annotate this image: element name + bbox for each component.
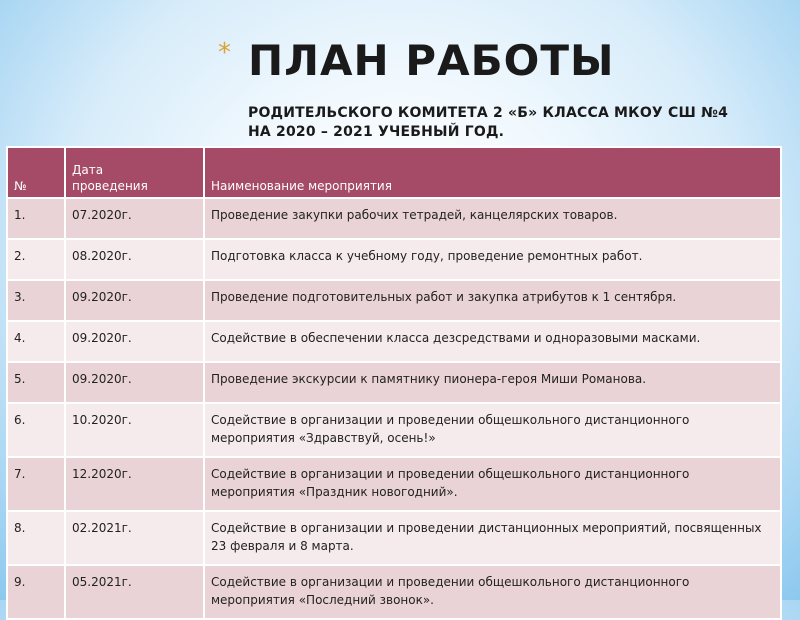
cell-date: 09.2020г. <box>65 362 204 403</box>
table-header-row <box>7 147 781 198</box>
cell-date: 05.2021г. <box>65 565 204 619</box>
column-header-date-line-2: проведения <box>72 179 148 193</box>
table-row <box>7 511 781 565</box>
cell-event: Проведение подготовительных работ и закупка атрибутов к 1 сентября. <box>204 280 781 321</box>
cell-date: 08.2020г. <box>65 239 204 280</box>
cell-number: 1. <box>7 198 65 239</box>
cell-number: 4. <box>7 321 65 362</box>
table-row <box>7 321 781 362</box>
cell-event: Содействие в организации и проведении общешкольного дистанционного мероприятия «Последний звонок». <box>204 565 781 619</box>
table-row <box>7 362 781 403</box>
cell-event: Содействие в организации и проведении общешкольного дистанционного мероприятия «Здравствуй, осень!» <box>204 403 781 457</box>
table-row <box>7 198 781 239</box>
work-plan-table <box>6 146 782 620</box>
cell-event: Содействие в организации и проведении дистанционных мероприятий, посвященных 23 февраля и 8 марта. <box>204 511 781 565</box>
cell-number: 3. <box>7 280 65 321</box>
subtitle-line-1: РОДИТЕЛЬСКОГО КОМИТЕТА 2 «Б» КЛАССА МКОУ СШ №4 <box>248 105 729 121</box>
page-subtitle <box>248 104 728 142</box>
cell-date: 09.2020г. <box>65 280 204 321</box>
cell-number: 5. <box>7 362 65 403</box>
column-header-event: Наименование мероприятия <box>204 147 781 198</box>
cell-event: Содействие в организации и проведении общешкольного дистанционного мероприятия «Праздник новогодний». <box>204 457 781 511</box>
cell-event: Проведение экскурсии к памятнику пионера-героя Миши Романова. <box>204 362 781 403</box>
page-title: ПЛАН РАБОТЫ <box>248 36 615 85</box>
column-header-date <box>65 147 204 198</box>
cell-number: 7. <box>7 457 65 511</box>
cell-number: 6. <box>7 403 65 457</box>
subtitle-line-2: НА 2020 – 2021 УЧЕБНЫЙ ГОД. <box>248 124 505 140</box>
table-row <box>7 457 781 511</box>
cell-date: 12.2020г. <box>65 457 204 511</box>
column-header-number: № <box>7 147 65 198</box>
cell-event: Подготовка класса к учебному году, проведение ремонтных работ. <box>204 239 781 280</box>
table-row <box>7 565 781 619</box>
cell-number: 9. <box>7 565 65 619</box>
table-row <box>7 280 781 321</box>
cell-event: Содействие в обеспечении класса дезсредствами и одноразовыми масками. <box>204 321 781 362</box>
bullet-star-icon: * <box>218 38 231 68</box>
table-row <box>7 239 781 280</box>
cell-date: 02.2021г. <box>65 511 204 565</box>
cell-number: 2. <box>7 239 65 280</box>
cell-number: 8. <box>7 511 65 565</box>
column-header-date-line-1: Дата <box>72 163 104 177</box>
cell-date: 07.2020г. <box>65 198 204 239</box>
cell-date: 09.2020г. <box>65 321 204 362</box>
cell-event: Проведение закупки рабочих тетрадей, канцелярских товаров. <box>204 198 781 239</box>
cell-date: 10.2020г. <box>65 403 204 457</box>
table-row <box>7 403 781 457</box>
